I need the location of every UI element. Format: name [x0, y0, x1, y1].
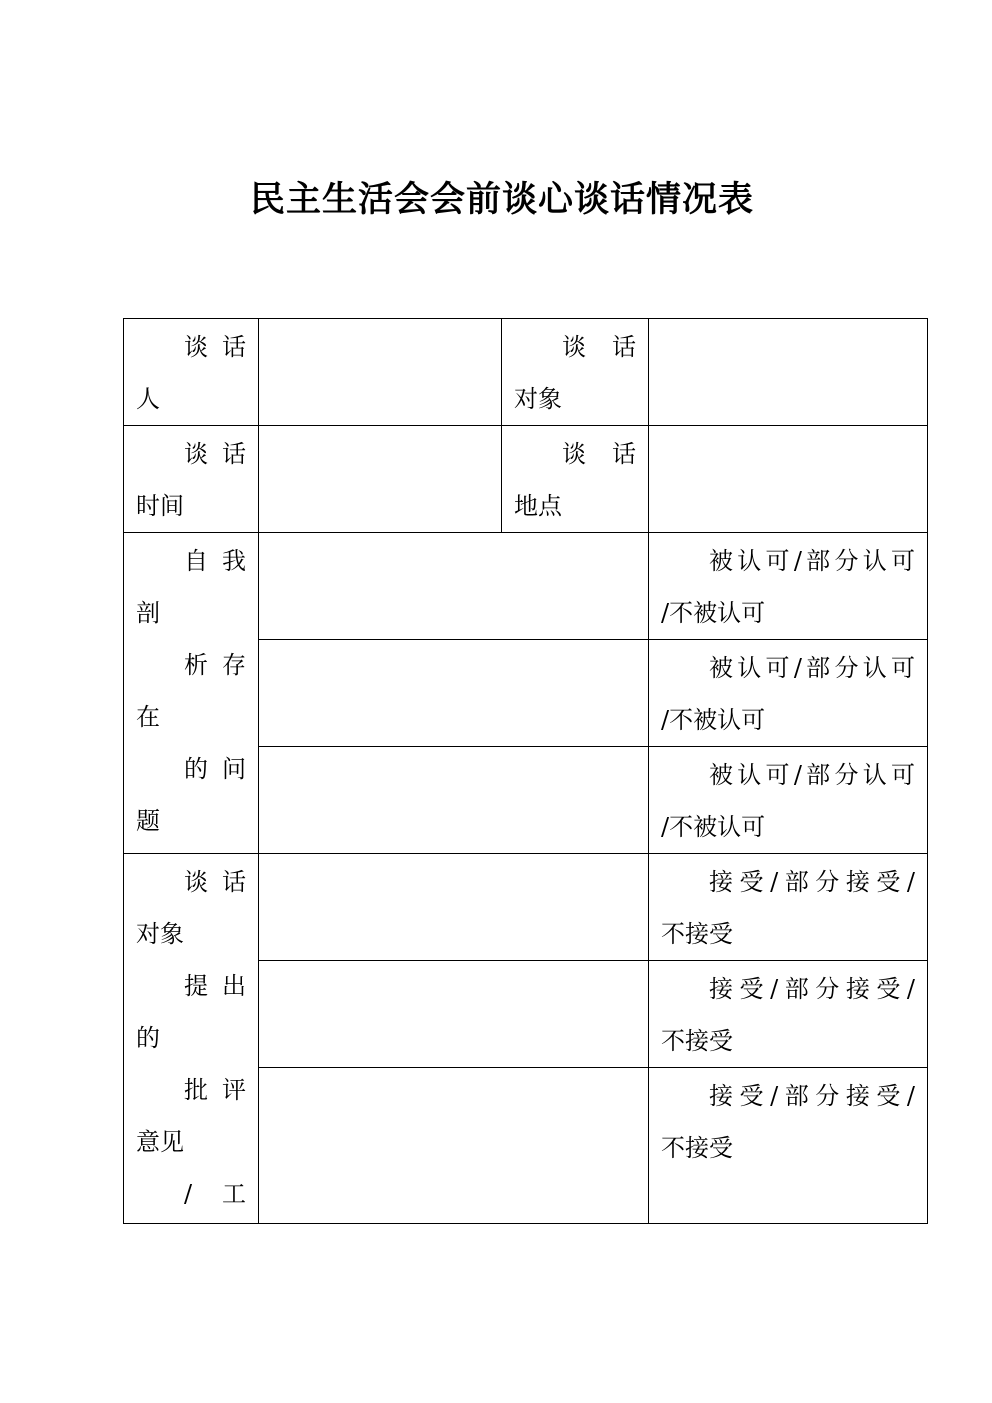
target-label-cell — [502, 319, 649, 426]
self-analysis-content-cell[interactable] — [259, 747, 649, 854]
criticism-content-cell[interactable] — [259, 1068, 649, 1224]
criticism-content[interactable] — [259, 854, 648, 856]
criticism-option-cell[interactable] — [649, 1068, 928, 1224]
criticism-row — [124, 854, 928, 961]
self-analysis-label-cell — [124, 533, 259, 854]
target-value[interactable] — [649, 319, 927, 321]
talk-record-form — [123, 318, 928, 1224]
time-value[interactable] — [259, 426, 501, 428]
self-analysis-row — [124, 533, 928, 640]
place-value[interactable] — [649, 426, 927, 428]
self-analysis-option-cell[interactable] — [649, 640, 928, 747]
self-analysis-label: 剖 — [136, 599, 160, 627]
self-analysis-option-cell[interactable] — [649, 747, 928, 854]
criticism-label: / 工 — [184, 1180, 246, 1208]
time-label: 谈 话 — [184, 440, 246, 468]
self-analysis-content[interactable] — [259, 640, 648, 642]
self-analysis-label: 析 存 — [184, 651, 246, 679]
self-analysis-content-cell[interactable] — [259, 640, 649, 747]
self-analysis-label: 在 — [136, 703, 160, 731]
form-row-talker — [124, 319, 928, 426]
page-title: 民主生活会会前谈心谈话情况表 — [249, 179, 754, 220]
time-label-cont: 时间 — [136, 492, 184, 520]
target-label: 谈 话 — [562, 333, 636, 361]
self-analysis-label: 题 — [136, 807, 160, 835]
criticism-label: 谈 话 — [184, 868, 246, 896]
time-label-cell — [124, 426, 259, 533]
talker-label-cell — [124, 319, 259, 426]
place-label: 谈 话 — [562, 440, 636, 468]
self-analysis-option-cell[interactable] — [649, 533, 928, 640]
criticism-label: 的 — [136, 1024, 160, 1052]
self-analysis-content-cell[interactable] — [259, 533, 649, 640]
criticism-label: 对象 — [136, 920, 184, 948]
place-label-cell — [502, 426, 649, 533]
target-label-cont: 对象 — [514, 385, 562, 413]
talker-value-cell[interactable] — [259, 319, 502, 426]
target-value-cell[interactable] — [649, 319, 928, 426]
criticism-option-cell[interactable] — [649, 854, 928, 961]
self-analysis-option[interactable]: 被认可/部分认可 — [709, 547, 915, 575]
self-analysis-content[interactable] — [259, 533, 648, 535]
form-row-time — [124, 426, 928, 533]
talker-label-cont: 人 — [136, 385, 160, 413]
criticism-content[interactable] — [259, 961, 648, 963]
criticism-option[interactable]: 接受/部分接受/ — [709, 868, 915, 896]
self-analysis-option[interactable]: 被认可/部分认可 — [709, 654, 915, 682]
criticism-option[interactable]: 接受/部分接受/ — [709, 1082, 915, 1110]
criticism-option[interactable]: 接受/部分接受/ — [709, 975, 915, 1003]
self-analysis-option[interactable]: 被认可/部分认可 — [709, 761, 915, 789]
place-label-cont: 地点 — [514, 492, 562, 520]
criticism-option-cont[interactable]: 不接受 — [661, 1027, 733, 1055]
criticism-content-cell[interactable] — [259, 854, 649, 961]
criticism-label: 提 出 — [184, 972, 246, 1000]
place-value-cell[interactable] — [649, 426, 928, 533]
talker-label: 谈 话 — [184, 333, 246, 361]
self-analysis-option-cont[interactable]: /不被认可 — [661, 706, 766, 734]
criticism-content[interactable] — [259, 1068, 648, 1070]
criticism-option-cont[interactable]: 不接受 — [661, 920, 733, 948]
criticism-label-cell — [124, 854, 259, 1224]
criticism-label: 意见 — [136, 1128, 184, 1156]
criticism-option-cell[interactable] — [649, 961, 928, 1068]
self-analysis-option-cont[interactable]: /不被认可 — [661, 813, 766, 841]
talker-value[interactable] — [259, 319, 501, 321]
criticism-option-cont[interactable]: 不接受 — [661, 1134, 733, 1162]
self-analysis-label: 的 问 — [184, 755, 246, 783]
self-analysis-option-cont[interactable]: /不被认可 — [661, 599, 766, 627]
self-analysis-content[interactable] — [259, 747, 648, 749]
criticism-label: 批 评 — [184, 1076, 246, 1104]
self-analysis-label: 自 我 — [184, 547, 246, 575]
criticism-content-cell[interactable] — [259, 961, 649, 1068]
time-value-cell[interactable] — [259, 426, 502, 533]
